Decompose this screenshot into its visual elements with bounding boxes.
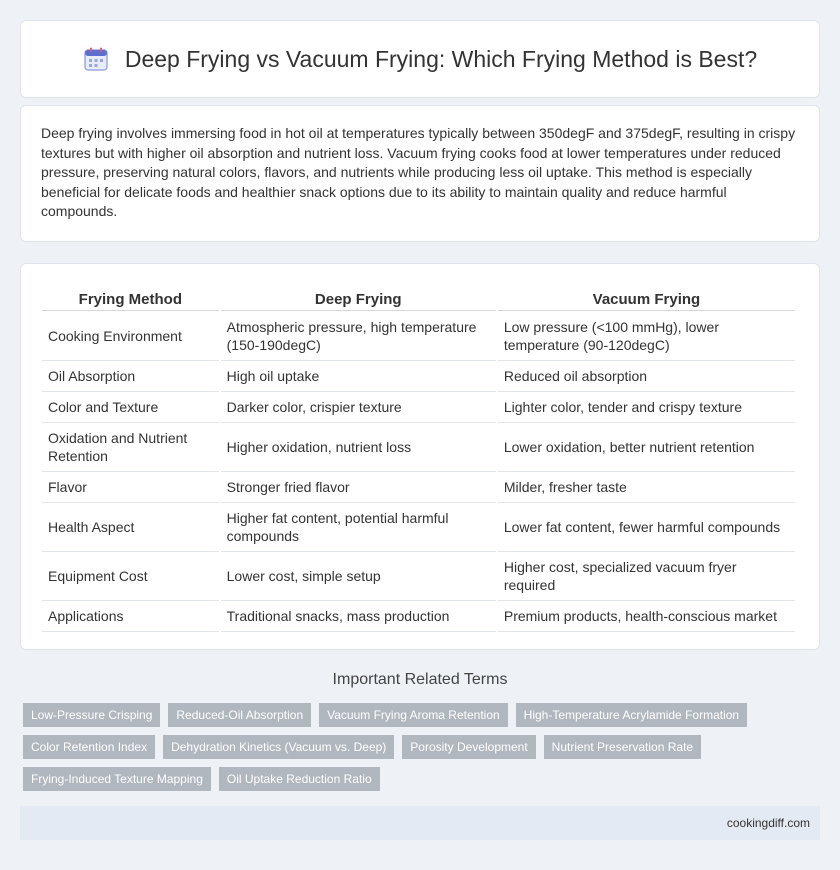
- related-term-tag[interactable]: Dehydration Kinetics (Vacuum vs. Deep): [163, 735, 394, 759]
- table-cell: Milder, fresher taste: [498, 472, 795, 503]
- related-term-tag[interactable]: Frying-Induced Texture Mapping: [23, 767, 211, 791]
- table-cell: High oil uptake: [221, 361, 496, 392]
- table-cell: Lighter color, tender and crispy texture: [498, 392, 795, 423]
- table-cell: Oxidation and Nutrient Retention: [42, 423, 219, 472]
- table-cell: Higher fat content, potential harmful compounds: [221, 503, 496, 552]
- column-header: Deep Frying: [221, 284, 496, 311]
- table-cell: Traditional snacks, mass production: [221, 601, 496, 632]
- table-cell: Applications: [42, 601, 219, 632]
- related-term-tag[interactable]: Vacuum Frying Aroma Retention: [319, 703, 508, 727]
- related-term-tag[interactable]: Porosity Development: [402, 735, 535, 759]
- table-row: [42, 472, 795, 503]
- table-cell: Higher cost, specialized vacuum fryer required: [498, 552, 795, 601]
- comparison-table-card: [20, 263, 820, 650]
- column-header: Vacuum Frying: [498, 284, 795, 311]
- table-cell: Premium products, health-conscious market: [498, 601, 795, 632]
- table-row: [42, 311, 795, 361]
- intro-card: [20, 105, 820, 242]
- related-term-tag[interactable]: Reduced-Oil Absorption: [168, 703, 311, 727]
- related-term-tag[interactable]: High-Temperature Acrylamide Formation: [516, 703, 747, 727]
- page-title: Deep Frying vs Vacuum Frying: Which Frying Method is Best?: [124, 45, 758, 72]
- table-row: [42, 361, 795, 392]
- table-header-row: [42, 284, 795, 311]
- tag-row: [23, 735, 823, 759]
- table-cell: Color and Texture: [42, 392, 219, 423]
- table-row: [42, 423, 795, 472]
- intro-text: Deep frying involves immersing food in hot oil at temperatures typically between 350degF and 375degF, resulting in crispy textures but with higher oil absorption and nutrient loss. Vacuum frying cooks food at lower temperatures under reduced pressure, preserving natural colors, flavors, and nutrients while producing less oil uptake. This method is especially beneficial for delicate foods and healthier snack options due to its ability to maintain quality and reduce harmful compounds.: [41, 125, 796, 220]
- table-cell: Stronger fried flavor: [221, 472, 496, 503]
- table-cell: Lower cost, simple setup: [221, 552, 496, 601]
- related-terms-title: Important Related Terms: [332, 671, 508, 688]
- table-cell: Equipment Cost: [42, 552, 219, 601]
- footer: [20, 806, 820, 840]
- related-term-tag[interactable]: Oil Uptake Reduction Ratio: [219, 767, 380, 791]
- calendar-icon: [83, 46, 109, 72]
- related-terms-tags: [23, 703, 823, 799]
- table-row: [42, 503, 795, 552]
- table-cell: Oil Absorption: [42, 361, 219, 392]
- table-cell: Low pressure (<100 mmHg), lower temperature (90-120degC): [498, 311, 795, 361]
- table-cell: Lower oxidation, better nutrient retention: [498, 423, 795, 472]
- table-cell: Cooking Environment: [42, 311, 219, 361]
- related-term-tag[interactable]: Color Retention Index: [23, 735, 155, 759]
- table-cell: Reduced oil absorption: [498, 361, 795, 392]
- table-cell: Darker color, crispier texture: [221, 392, 496, 423]
- title-wrap: [83, 46, 757, 73]
- footer-site-link[interactable]: cookingdiff.com: [726, 816, 810, 830]
- column-header: Frying Method: [42, 284, 219, 311]
- table-cell: Lower fat content, fewer harmful compounds: [498, 503, 795, 552]
- tag-row: [23, 767, 823, 791]
- table-cell: Flavor: [42, 472, 219, 503]
- table-row: [42, 601, 795, 632]
- table-row: [42, 392, 795, 423]
- comparison-table: [40, 284, 797, 632]
- header-card: [20, 20, 820, 98]
- related-term-tag[interactable]: Low-Pressure Crisping: [23, 703, 160, 727]
- table-row: [42, 552, 795, 601]
- table-cell: Health Aspect: [42, 503, 219, 552]
- related-term-tag[interactable]: Nutrient Preservation Rate: [544, 735, 701, 759]
- table-cell: Higher oxidation, nutrient loss: [221, 423, 496, 472]
- table-cell: Atmospheric pressure, high temperature (150-190degC): [221, 311, 496, 361]
- tag-row: [23, 703, 823, 727]
